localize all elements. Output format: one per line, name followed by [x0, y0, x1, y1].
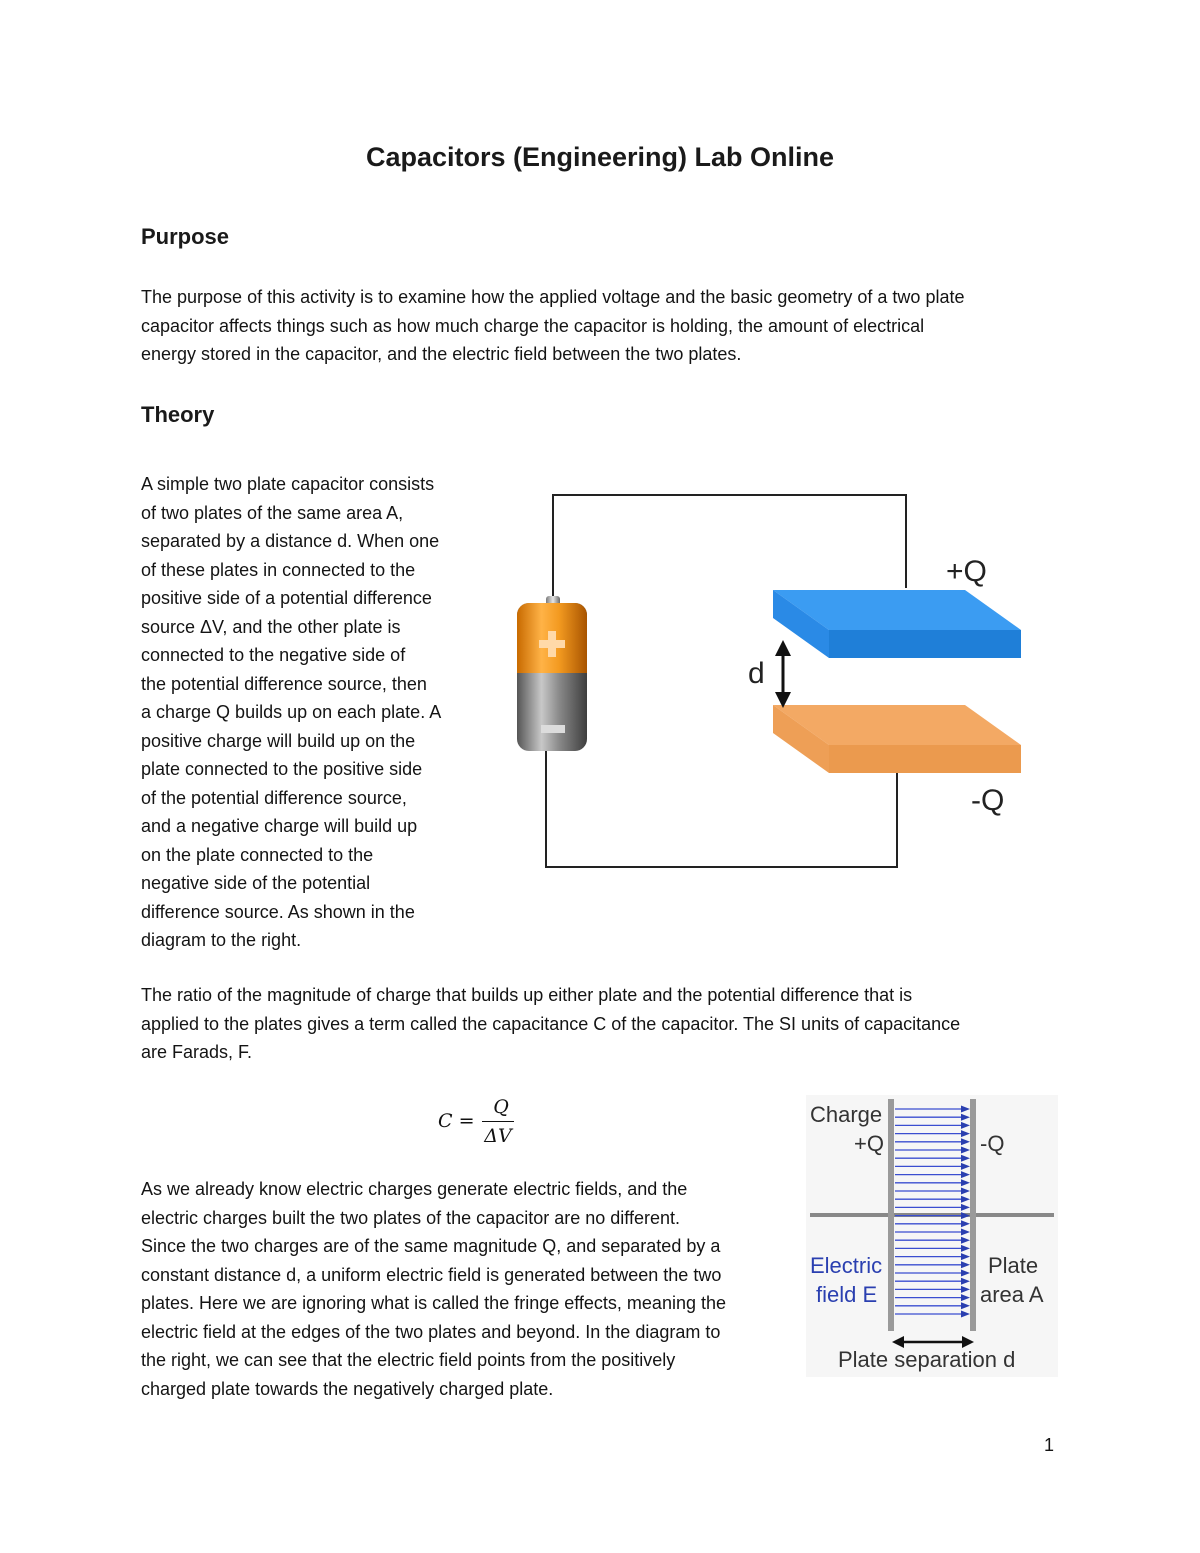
battery-icon	[517, 596, 587, 751]
theory-heading: Theory	[141, 402, 215, 427]
text-line: The ratio of the magnitude of charge that builds up either plate and the potential difference that is	[141, 985, 913, 1005]
plate-area-label-line1: Plate	[988, 1253, 1039, 1278]
purpose-heading: Purpose	[141, 224, 230, 249]
text-line: separated by a distance d. When one	[141, 531, 440, 551]
electric-field-diagram	[806, 1095, 1058, 1377]
text-line: of the potential difference source,	[141, 787, 407, 808]
text-line: on the plate connected to the	[141, 844, 374, 865]
separation-label: d	[748, 657, 765, 690]
text-line: charged plate towards the negatively charged plate.	[141, 1378, 554, 1399]
text-line: and a negative charge will build up	[141, 816, 418, 836]
fraction-bar	[482, 1121, 514, 1122]
electric-field-paragraph	[141, 1175, 726, 1403]
equation-lhs: C =	[438, 1110, 475, 1132]
text-line: are Farads, F.	[141, 1042, 253, 1062]
text-line: difference source. As shown in the	[141, 901, 415, 922]
text-line: The purpose of this activity is to examine how the applied voltage and the basic geometry of a two plate	[141, 287, 965, 307]
text-line: negative side of the potential	[141, 873, 371, 893]
plate-area-label-line2: area A	[980, 1282, 1044, 1307]
text-line: applied to the plates gives a term called the capacitance C of the capacitor. The SI units of capacitance	[141, 1013, 961, 1034]
text-line: a charge Q builds up on each plate. A	[141, 702, 442, 722]
text-line: plates. Here we are ignoring what is called the fringe effects, meaning the	[141, 1293, 726, 1313]
electric-field-label-line1: Electric	[810, 1253, 883, 1278]
electric-field-label-line2: field E	[816, 1282, 878, 1307]
negative-charge-label: -Q	[971, 784, 1005, 817]
text-line: connected to the negative side of	[141, 645, 406, 665]
text-line: source ΔV, and the other plate is	[141, 616, 401, 637]
text-line: capacitor affects things such as how much charge the capacitor is holding, the amount of electrical	[141, 315, 925, 336]
top-wire	[553, 495, 906, 598]
text-line: electric field at the edges of the two plates and beyond. In the diagram to	[141, 1321, 721, 1342]
equation-denominator: ΔV	[484, 1125, 512, 1147]
text-line: As we already know electric charges generate electric fields, and the	[141, 1179, 688, 1199]
negative-plate	[773, 705, 1021, 773]
charge-label: Charge	[810, 1102, 883, 1127]
text-line: positive charge will build up on the	[141, 730, 416, 751]
equation-numerator: Q	[493, 1096, 509, 1118]
positive-plate	[773, 590, 1021, 658]
positive-charge-label: +Q	[946, 555, 987, 588]
text-line: constant distance d, a uniform electric field is generated between the two	[141, 1264, 722, 1285]
text-line: of two plates of the same area A,	[141, 502, 404, 523]
theory-column-paragraph	[141, 470, 441, 955]
text-line: the right, we can see that the electric field points from the positively	[141, 1350, 676, 1370]
text-line: energy stored in the capacitor, and the electric field between the two plates.	[141, 344, 742, 364]
plus-q-label: +Q	[854, 1131, 884, 1156]
page-title: Capacitors (Engineering) Lab Online	[365, 142, 835, 172]
text-line: A simple two plate capacitor consists	[141, 474, 435, 494]
purpose-paragraph	[141, 283, 964, 369]
text-line: plate connected to the positive side	[141, 759, 423, 779]
minus-q-label: -Q	[980, 1131, 1005, 1156]
text-line: positive side of a potential difference	[141, 588, 432, 608]
text-line: of these plates in connected to the	[141, 559, 416, 580]
text-line: diagram to the right.	[141, 930, 302, 950]
plate-separation-label: Plate separation d	[838, 1347, 1016, 1372]
text-line: the potential difference source, then	[141, 673, 427, 694]
capacitance-paragraph	[141, 981, 960, 1067]
text-line: Since the two charges are of the same magnitude Q, and separated by a	[141, 1236, 721, 1256]
capacitor-circuit-diagram	[505, 480, 1035, 880]
separation-arrow-icon	[775, 640, 791, 708]
capacitance-equation	[438, 1096, 538, 1156]
page-number: 1	[1044, 1435, 1055, 1455]
text-line: electric charges built the two plates of the capacitor are no different.	[141, 1207, 680, 1228]
